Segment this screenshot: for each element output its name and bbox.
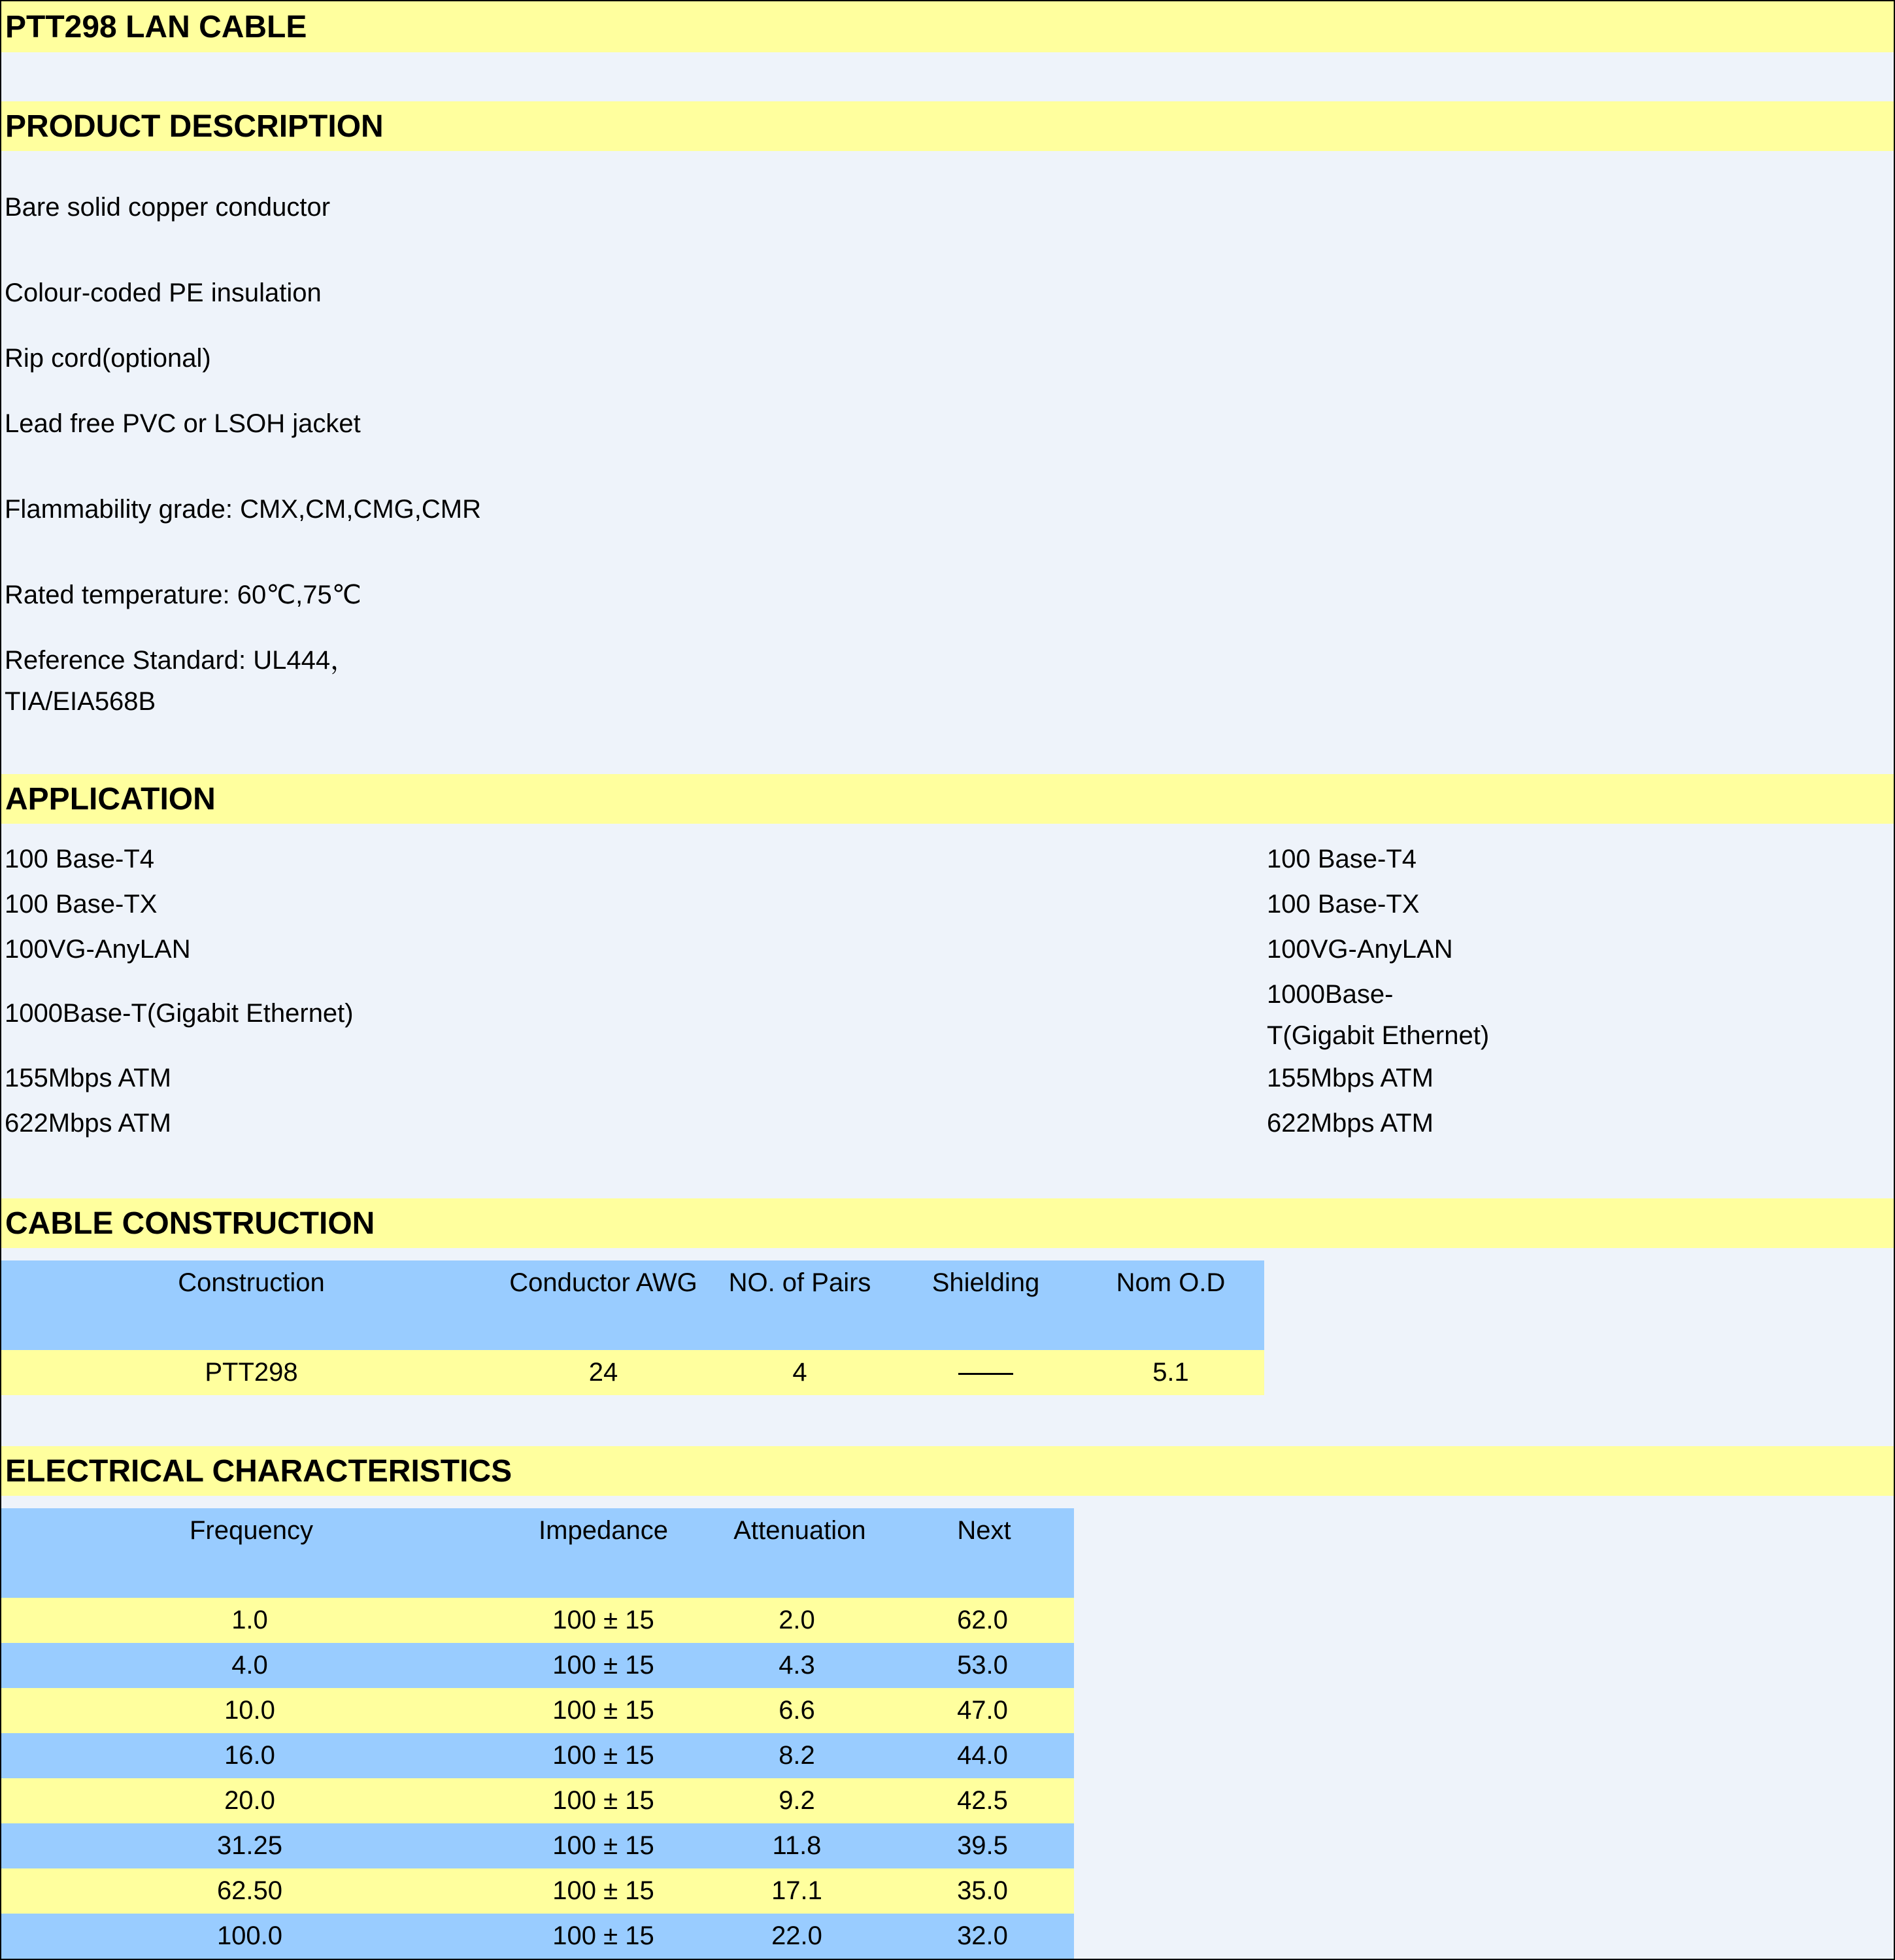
frequency-cell: 20.0	[224, 1786, 275, 1815]
attenuation-cell: 17.1	[771, 1876, 822, 1905]
shielding-value	[894, 1350, 1077, 1395]
application-heading: APPLICATION	[1, 774, 1894, 824]
column-header: Next	[957, 1516, 1011, 1545]
application-item-left: 100 Base-TX	[5, 890, 158, 919]
attenuation-cell: 11.8	[772, 1831, 822, 1860]
application-item-right: T(Gigabit Ethernet)	[1267, 1021, 1490, 1050]
product-description-heading: PRODUCT DESCRIPTION	[1, 101, 1894, 151]
column-header: Construction	[178, 1268, 325, 1297]
attenuation-cell: 22.0	[771, 1921, 822, 1950]
impedance-cell: 100 ± 15	[552, 1786, 654, 1815]
application-item-right: 100 Base-T4	[1267, 845, 1417, 873]
impedance-cell: 100 ± 15	[552, 1606, 654, 1634]
description-item: Flammability grade: CMX,CM,CMG,CMR	[5, 495, 481, 524]
electrical-heading: ELECTRICAL CHARACTERISTICS	[1, 1446, 1894, 1496]
application-item-right: 100VG-AnyLAN	[1267, 935, 1453, 964]
application-item-right: 100 Base-TX	[1267, 890, 1420, 919]
application-item-left: 100VG-AnyLAN	[5, 935, 191, 964]
description-item: TIA/EIA568B	[5, 687, 156, 716]
frequency-cell: 62.50	[216, 1876, 283, 1905]
construction-header-row	[1, 1260, 1264, 1350]
cable-construction-heading: CABLE CONSTRUCTION	[1, 1198, 1894, 1248]
impedance-cell: 100 ± 15	[552, 1876, 654, 1905]
application-item-right: 622Mbps ATM	[1267, 1109, 1434, 1138]
nom-od-value: 5.1	[1152, 1358, 1189, 1387]
frequency-cell: 16.0	[224, 1741, 275, 1770]
construction-data-row	[1, 1350, 1264, 1395]
frequency-cell: 4.0	[231, 1651, 268, 1680]
attenuation-cell: 9.2	[779, 1786, 815, 1815]
application-item-left: 100 Base-T4	[5, 845, 155, 873]
column-header: Shielding	[931, 1268, 1040, 1297]
column-header: NO. of Pairs	[728, 1268, 871, 1297]
none-dash	[958, 1373, 1013, 1375]
electrical-row	[1, 1914, 1074, 1959]
description-item: Bare solid copper conductor	[5, 193, 331, 222]
frequency-cell: 10.0	[224, 1696, 275, 1725]
attenuation-cell: 8.2	[779, 1741, 815, 1770]
attenuation-cell: 6.6	[779, 1696, 815, 1725]
frequency-cell: 31.25	[216, 1831, 283, 1860]
next-cell: 42.5	[957, 1786, 1008, 1815]
impedance-cell: 100 ± 15	[552, 1696, 654, 1725]
application-item-right: 155Mbps ATM	[1267, 1064, 1434, 1092]
impedance-cell: 100 ± 15	[552, 1741, 654, 1770]
column-header: Frequency	[190, 1516, 313, 1545]
application-item-left: 1000Base-T(Gigabit Ethernet)	[5, 999, 354, 1028]
attenuation-cell: 4.3	[779, 1651, 815, 1680]
impedance-cell: 100 ± 15	[552, 1831, 654, 1860]
next-cell: 39.5	[957, 1831, 1008, 1860]
next-cell: 47.0	[957, 1696, 1008, 1725]
column-header: Attenuation	[733, 1516, 866, 1545]
electrical-row	[1, 1823, 1074, 1868]
electrical-row	[1, 1733, 1074, 1778]
application-item-left: 622Mbps ATM	[5, 1109, 171, 1138]
description-item: Rip cord(optional)	[5, 344, 211, 373]
electrical-row	[1, 1598, 1074, 1643]
next-cell: 44.0	[957, 1741, 1008, 1770]
next-cell: 53.0	[957, 1651, 1008, 1680]
page-title: PTT298 LAN CABLE	[1, 1, 1894, 52]
description-item: Reference Standard: UL444，	[5, 646, 357, 675]
application-item-left: 155Mbps ATM	[5, 1064, 171, 1092]
column-header: Impedance	[539, 1516, 668, 1545]
attenuation-cell: 2.0	[779, 1606, 815, 1634]
electrical-row	[1, 1778, 1074, 1823]
frequency-cell: 1.0	[231, 1606, 268, 1634]
column-header: Nom O.D	[1116, 1268, 1226, 1297]
description-item: Lead free PVC or LSOH jacket	[5, 409, 361, 438]
electrical-row	[1, 1688, 1074, 1733]
electrical-row	[1, 1643, 1074, 1688]
frequency-cell: 100.0	[216, 1921, 283, 1950]
construction-value: PTT298	[205, 1358, 298, 1387]
impedance-cell: 100 ± 15	[552, 1651, 654, 1680]
description-item: Colour-coded PE insulation	[5, 279, 322, 307]
next-cell: 32.0	[957, 1921, 1008, 1950]
pairs-value: 4	[792, 1358, 807, 1387]
next-cell: 35.0	[957, 1876, 1008, 1905]
next-cell: 62.0	[957, 1606, 1008, 1634]
column-header: Conductor AWG	[509, 1268, 697, 1297]
impedance-cell: 100 ± 15	[552, 1921, 654, 1950]
application-item-right: 1000Base-	[1267, 980, 1394, 1009]
conductor-awg-value: 24	[588, 1358, 618, 1387]
electrical-row	[1, 1868, 1074, 1914]
description-item: Rated temperature: 60℃,75℃	[5, 581, 361, 609]
electrical-header-row	[1, 1508, 1074, 1598]
